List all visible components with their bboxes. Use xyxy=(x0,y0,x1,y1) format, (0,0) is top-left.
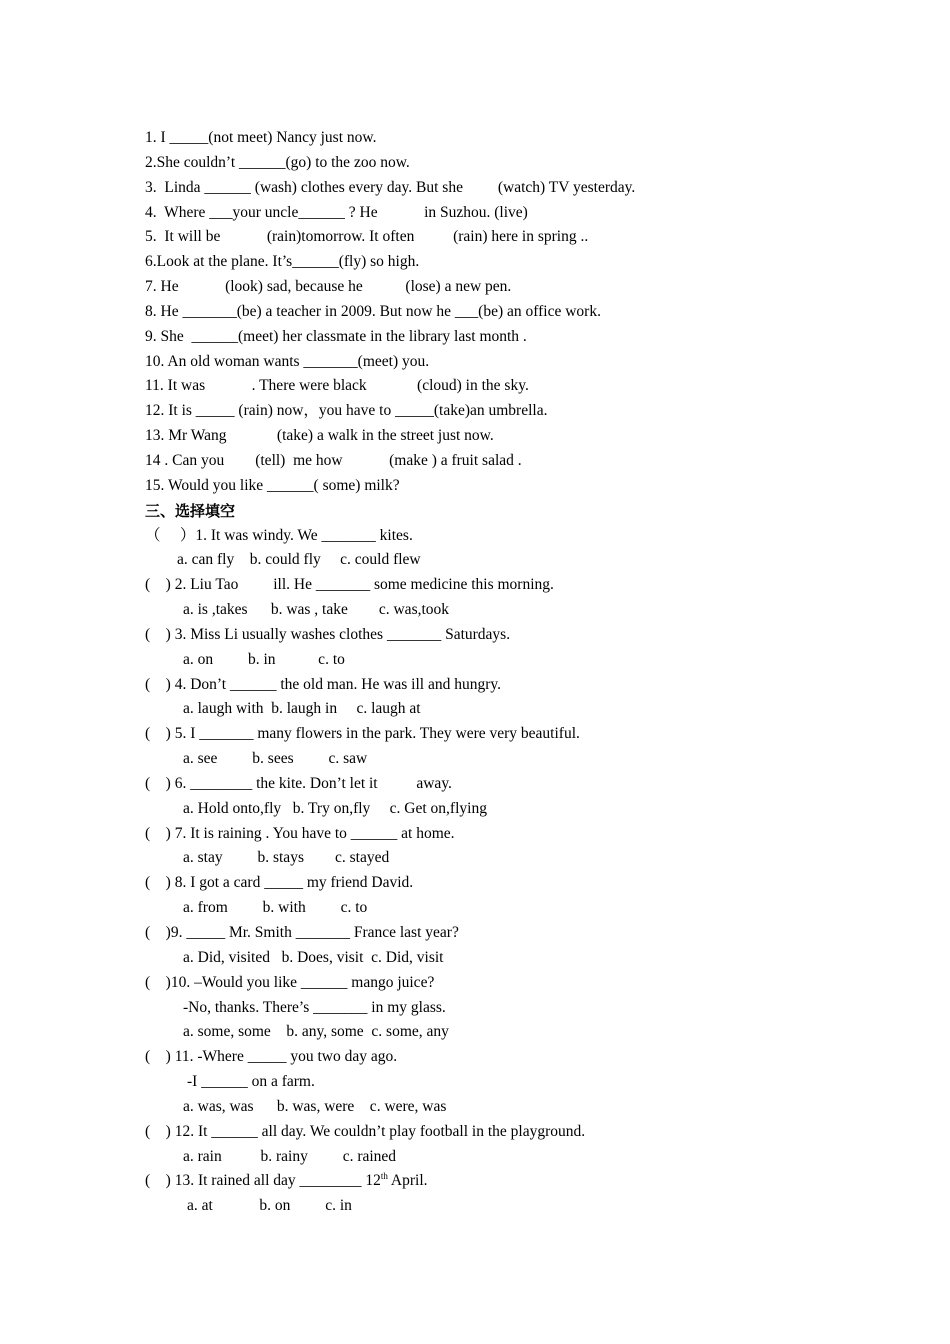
choice-reply-10: -No, thanks. There’s _______ in my glass. xyxy=(183,998,446,1016)
choice-options-9: a. Did, visited b. Does, visit c. Did, visit xyxy=(183,948,444,966)
choice-question-13-text: ( ) 13. It rained all day ________ 12 xyxy=(145,1172,381,1190)
fill-blank-7: 7. He (look) sad, because he (lose) a new pen. xyxy=(145,278,512,296)
fill-blank-11: 11. It was . There were black (cloud) in the sky. xyxy=(145,377,529,395)
fill-blank-1: 1. I _____(not meet) Nancy just now. xyxy=(145,129,377,146)
worksheet-content xyxy=(145,126,845,1219)
fill-blank-5: 5. It will be (rain)tomorrow. It often (rain) here in spring .. xyxy=(145,228,589,246)
choice-question-5: ( ) 5. I _______ many flowers in the park. They were very beautiful. xyxy=(145,725,580,743)
choice-question-1: （ ）1. It was windy. We _______ kites. xyxy=(145,526,413,544)
choice-question-10: ( )10. –Would you like ______ mango juice? xyxy=(145,973,435,991)
fill-blank-6: 6.Look at the plane. It’s______(fly) so high. xyxy=(145,253,420,271)
choice-question-11: ( ) 11. -Where _____ you two day ago. xyxy=(145,1048,398,1066)
choice-options-1: a. can fly b. could fly c. could flew xyxy=(177,551,421,569)
choice-question-6: ( ) 6. ________ the kite. Don’t let it away. xyxy=(145,774,452,792)
choice-question-3: ( ) 3. Miss Li usually washes clothes _______ Saturdays. xyxy=(145,625,511,643)
choice-options-13: a. at b. on c. in xyxy=(187,1197,352,1215)
choice-options-10: a. some, some b. any, some c. some, any xyxy=(183,1023,449,1041)
fill-blank-8: 8. He _______(be) a teacher in 2009. But now he ___(be) an office work. xyxy=(145,302,601,320)
choice-options-6: a. Hold onto,fly b. Try on,fly c. Get on,flying xyxy=(183,799,487,817)
choice-options-4: a. laugh with b. laugh in c. laugh at xyxy=(183,700,421,718)
choice-options-3: a. on b. in c. to xyxy=(183,650,345,668)
choice-options-12: a. rain b. rainy c. rained xyxy=(183,1147,397,1165)
ordinal-suffix: th xyxy=(380,1171,388,1182)
fill-blank-9: 9. She ______(meet) her classmate in the library last month . xyxy=(145,327,527,345)
fill-blank-10: 10. An old woman wants _______(meet) you. xyxy=(145,352,430,370)
choice-question-13-tail: April. xyxy=(387,1172,428,1190)
choice-options-5: a. see b. sees c. saw xyxy=(183,750,368,768)
fill-blank-12: 12. It is _____ (rain) now，you have to _____(take)an umbrella. xyxy=(145,402,548,420)
choice-question-4: ( ) 4. Don’t ______ the old man. He was ill and hungry. xyxy=(145,675,502,693)
fill-blank-15: 15. Would you like ______( some) milk? xyxy=(145,476,400,494)
choice-options-2: a. is ,takes b. was , take c. was,took xyxy=(183,601,450,619)
choice-question-7: ( ) 7. It is raining . You have to ______ at home. xyxy=(145,824,455,842)
fill-blank-3: 3. Linda ______ (wash) clothes every day. But she (watch) TV yesterday. xyxy=(145,178,636,196)
choice-options-8: a. from b. with c. to xyxy=(183,899,368,917)
fill-blank-4: 4. Where ___your uncle______ ? He in Suzhou. (live) xyxy=(145,203,528,221)
choice-question-8: ( ) 8. I got a card _____ my friend David. xyxy=(145,874,414,892)
choice-question-13 xyxy=(145,1169,845,1194)
choice-reply-11: -I ______ on a farm. xyxy=(187,1073,315,1091)
choice-question-12: ( ) 12. It ______ all day. We couldn’t play football in the playground. xyxy=(145,1122,586,1140)
choice-question-2: ( ) 2. Liu Tao ill. He _______ some medicine this morning. xyxy=(145,576,554,594)
fill-blank-2: 2.She couldn’t ______(go) to the zoo now. xyxy=(145,153,410,171)
fill-blank-13: 13. Mr Wang (take) a walk in the street just now. xyxy=(145,427,494,445)
choice-options-7: a. stay b. stays c. stayed xyxy=(183,849,390,867)
fill-blank-14: 14 . Can you (tell) me how (make ) a fruit salad . xyxy=(145,451,522,469)
choice-question-9: ( )9. _____ Mr. Smith _______ France last year? xyxy=(145,924,459,941)
section-heading: 三、选择填空 xyxy=(145,501,236,520)
choice-options-11: a. was, was b. was, were c. were, was xyxy=(183,1097,447,1115)
